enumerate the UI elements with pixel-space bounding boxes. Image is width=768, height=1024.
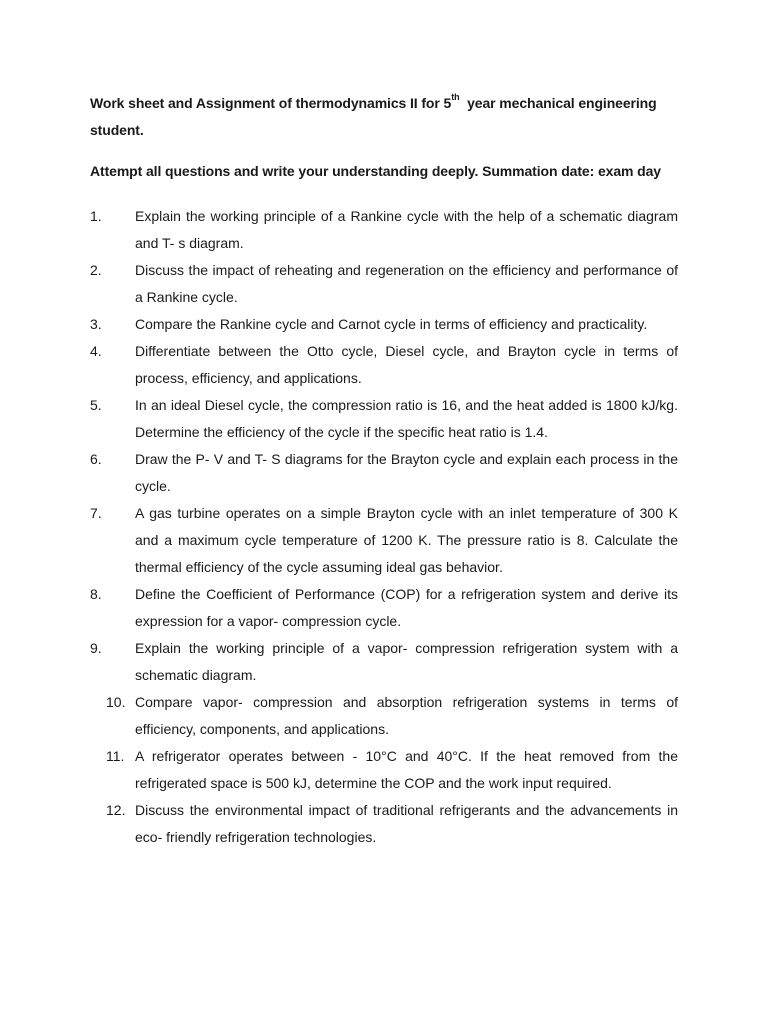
- title-text-continued: year mechanical engineering student.: [90, 95, 661, 138]
- instructions: Attempt all questions and write your understanding deeply. Summation date: exam day: [90, 163, 661, 179]
- question-item: [90, 311, 678, 338]
- question-number: 4.: [90, 343, 102, 359]
- question-number: 5.: [90, 397, 102, 413]
- question-number: 12.: [106, 802, 126, 818]
- question-item: [90, 500, 678, 581]
- question-item: [90, 689, 678, 743]
- question-number: 1.: [90, 208, 102, 224]
- question-text: Explain the working principle of a Rankine cycle with the help of a schematic diagram and T- s diagram.: [135, 208, 678, 251]
- question-item: [90, 797, 678, 851]
- question-text: A refrigerator operates between - 10°C and 40°C. If the heat removed from the refrigerated space is 500 kJ, determine the COP and the work input required.: [135, 748, 678, 791]
- question-item: [90, 392, 678, 446]
- question-number: 7.: [90, 505, 102, 521]
- question-text: Differentiate between the Otto cycle, Diesel cycle, and Brayton cycle in terms of process, efficiency, and applications.: [135, 343, 678, 386]
- question-number: 6.: [90, 451, 102, 467]
- question-text: A gas turbine operates on a simple Brayton cycle with an inlet temperature of 300 K and a maximum cycle temperature of 1200 K. The pressure ratio is 8. Calculate the thermal efficiency of the cycle assuming ideal gas behavior.: [135, 505, 678, 575]
- question-number: 9.: [90, 640, 102, 656]
- title-superscript: th: [451, 92, 460, 103]
- question-number: 8.: [90, 586, 102, 602]
- question-list: [90, 203, 678, 851]
- question-text: Compare vapor- compression and absorption refrigeration systems in terms of efficiency, components, and applications.: [135, 694, 678, 737]
- question-number: 2.: [90, 262, 102, 278]
- question-text: In an ideal Diesel cycle, the compression ratio is 16, and the heat added is 1800 kJ/kg. Determine the efficiency of the cycle if the specific heat ratio is 1.4.: [135, 397, 678, 440]
- question-number: 11.: [106, 748, 125, 764]
- question-text: Compare the Rankine cycle and Carnot cycle in terms of efficiency and practicality.: [135, 316, 648, 332]
- question-item: [90, 203, 678, 257]
- question-number: 10.: [106, 694, 126, 710]
- question-text: Define the Coefficient of Performance (COP) for a refrigeration system and derive its expression for a vapor- compression cycle.: [135, 586, 678, 629]
- question-text: Discuss the impact of reheating and regeneration on the efficiency and performance of a Rankine cycle.: [135, 262, 678, 305]
- question-text: Draw the P- V and T- S diagrams for the Brayton cycle and explain each process in the cycle.: [135, 451, 678, 494]
- question-text: Explain the working principle of a vapor- compression refrigeration system with a schematic diagram.: [135, 640, 678, 683]
- question-item: [90, 446, 678, 500]
- question-text: Discuss the environmental impact of traditional refrigerants and the advancements in eco- friendly refrigeration technologies.: [135, 802, 678, 845]
- document-title: [90, 90, 678, 144]
- question-item: [90, 581, 678, 635]
- question-item: [90, 743, 678, 797]
- question-item: [90, 635, 678, 689]
- title-text: Work sheet and Assignment of thermodynamics II for 5: [90, 95, 452, 111]
- question-item: [90, 257, 678, 311]
- question-number: 3.: [90, 316, 102, 332]
- question-item: [90, 338, 678, 392]
